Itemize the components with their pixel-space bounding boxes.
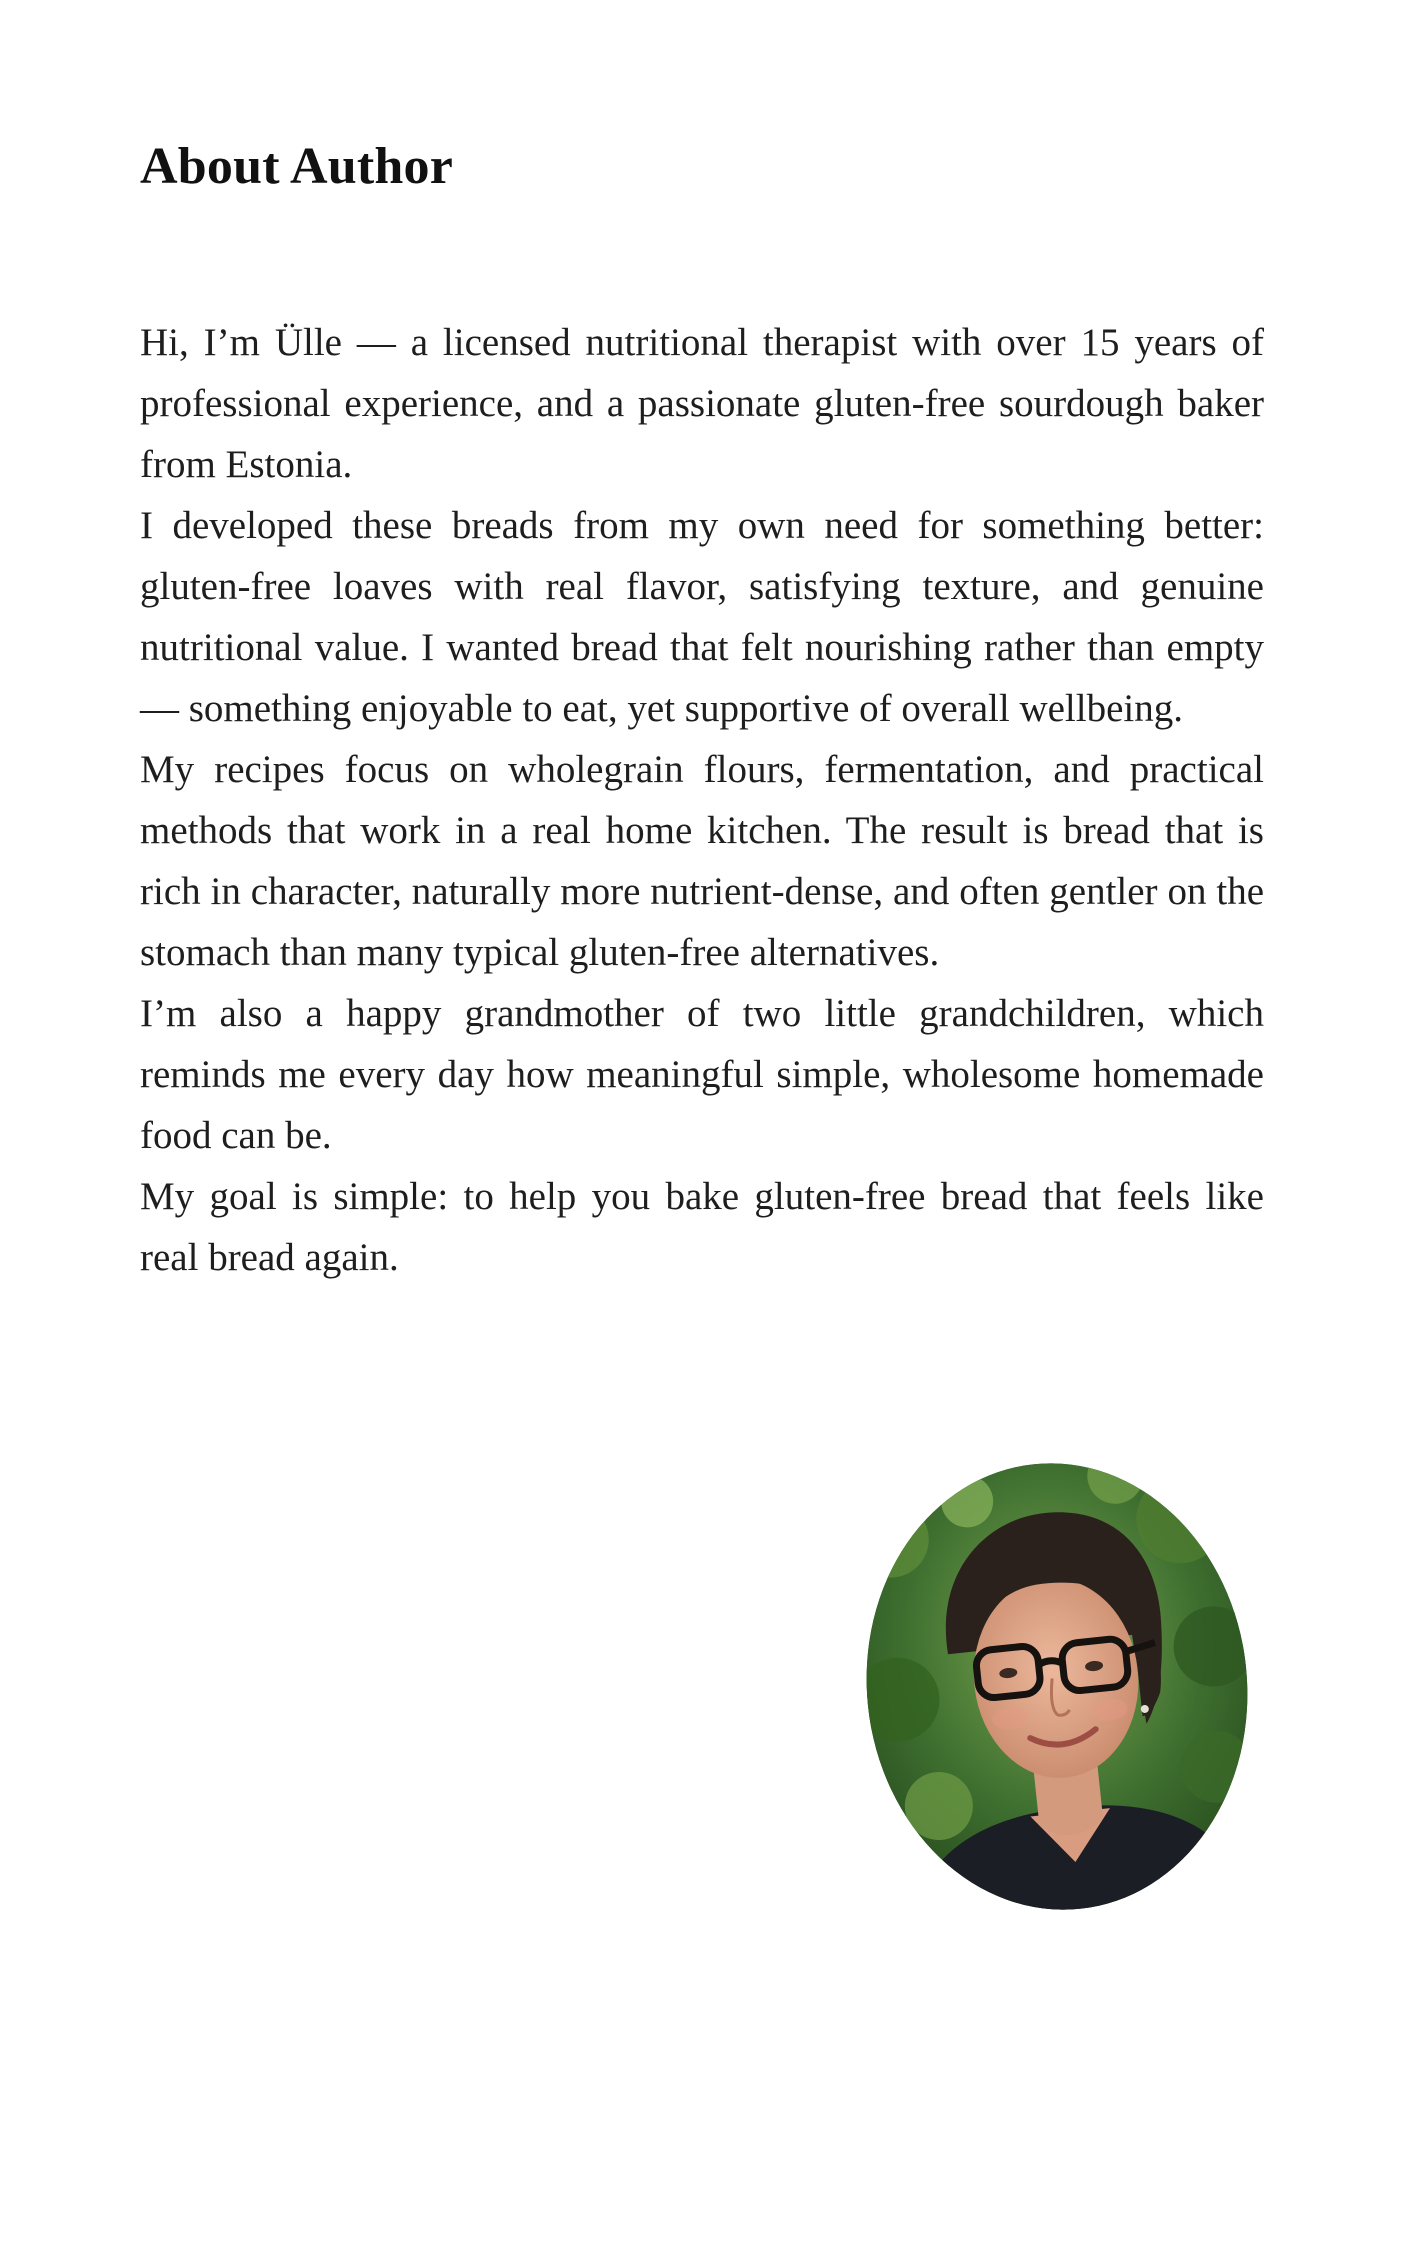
- bio-paragraph-1: Hi, I’m Ülle — a licensed nutritional therapist with over 15 years of professional experience, and a passionate gluten-free sourdough baker from Estonia.: [140, 321, 1264, 486]
- bio-paragraph-4: I’m also a happy grandmother of two little grandchildren, which reminds me every day how meaningful simple, wholesome homemade food can be.: [140, 992, 1264, 1157]
- bio-paragraph-2: I developed these breads from my own need for something better: gluten-free loaves with real flavor, satisfying texture, and genuine nutritional value. I wanted bread that felt nourishing rather than empty — something enjoyable to eat, yet supportive of overall wellbeing.: [140, 504, 1264, 730]
- author-bio: [140, 312, 1264, 1288]
- author-portrait-icon: [845, 1444, 1270, 1928]
- bio-paragraph-5: My goal is simple: to help you bake gluten-free bread that feels like real bread again.: [140, 1175, 1264, 1279]
- page-title: About Author: [140, 138, 454, 195]
- author-portrait: [845, 1444, 1270, 1928]
- bio-paragraph-3: My recipes focus on wholegrain flours, fermentation, and practical methods that work in a real home kitchen. The result is bread that is rich in character, naturally more nutrient-dense, and often gentler on the stomach than many typical gluten-free alternatives.: [140, 748, 1264, 974]
